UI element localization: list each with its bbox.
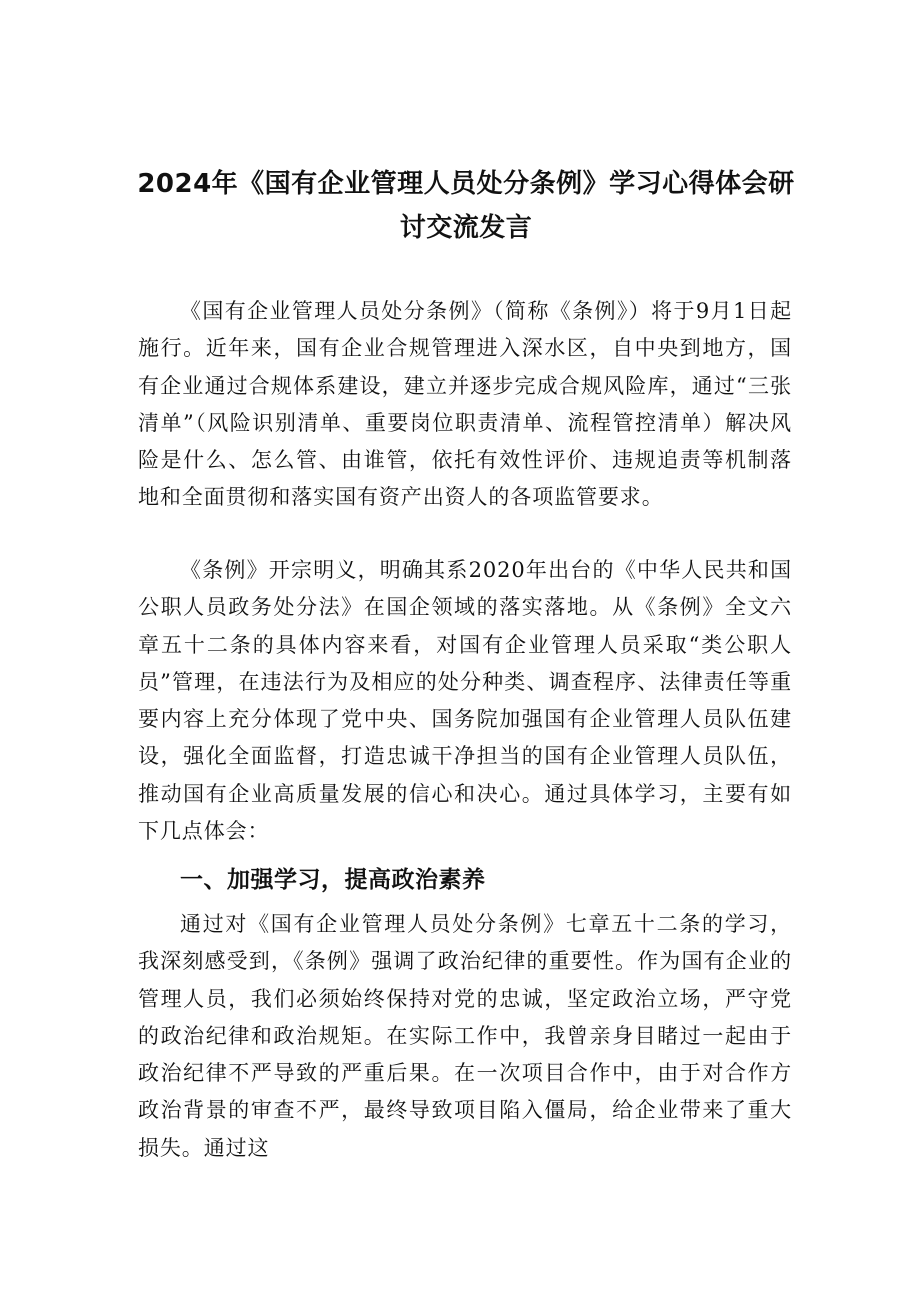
paragraph-overview: 《条例》开宗明义，明确其系2020年出台的《中华人民共和国公职人员政务处分法》在国企领域的落实落地。从《条例》全文六章五十二条的具体内容来看，对国有企业管理人员采取“类公职人员”管理，在违法行为及相应的处分种类、调查程序、法律责任等重要内容上充分体现了党中央、国务院加强国有企业管理人员队伍建设，强化全面监督，打造忠诚干净担当的国有企业管理人员队伍，推动国有企业高质量发展的信心和决心。通过具体学习，主要有如下几点体会： bbox=[138, 558, 792, 844]
paragraph-section-1: 通过对《国有企业管理人员处分条例》七章五十二条的学习，我深刻感受到，《条例》强调了政治纪律的重要性。作为国有企业的管理人员，我们必须始终保持对党的忠诚，坚定政治立场，严守党的政治纪律和政治规矩。在实际工作中，我曾亲身目睹过一起由于政治纪律不严导致的严重后果。在一次项目合作中，由于对合作方政治背景的审查不严，最终导致项目陷入僵局，给企业带来了重大损失。通过这 bbox=[138, 912, 792, 1160]
section-heading-1: 一、加强学习，提高政治素养 bbox=[180, 867, 486, 893]
paragraph-intro: 《国有企业管理人员处分条例》（简称《条例》）将于9月1日起施行。近年来，国有企业合规管理进入深水区，自中央到地方，国有企业通过合规体系建设，建立并逐步完成合规风险库，通过“三张清单”（风险识别清单、重要岗位职责清单、流程管控清单）解决风险是什么、怎么管、由谁管，依托有效性评价、违规追责等机制落地和全面贯彻和落实国有资产出资人的各项监管要求。 bbox=[138, 299, 792, 510]
document-title: 2024年《国有企业管理人员处分条例》学习心得体会研讨交流发言 bbox=[137, 169, 795, 243]
